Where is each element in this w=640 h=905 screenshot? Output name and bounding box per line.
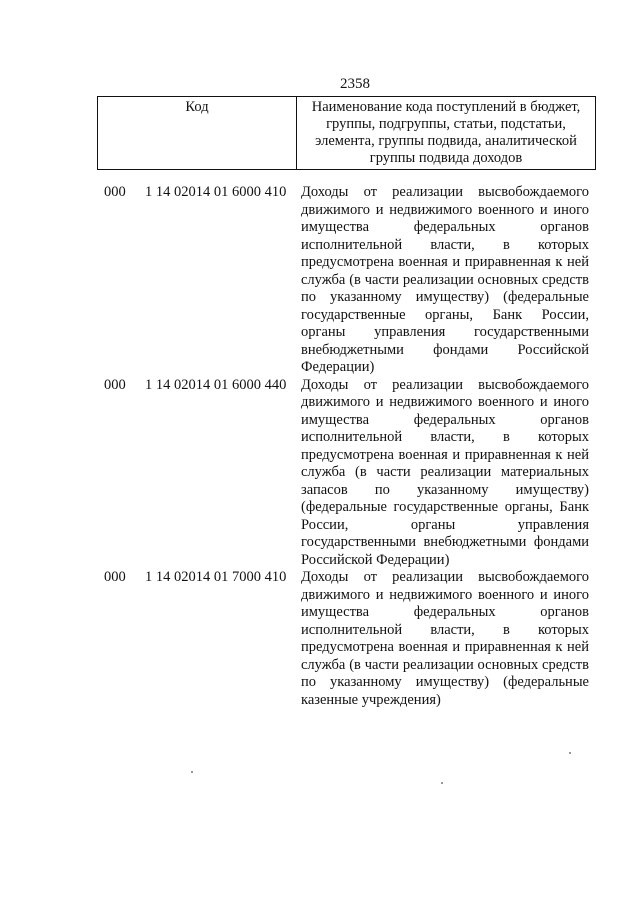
page-number: 2358	[340, 76, 370, 92]
table-header	[97, 96, 596, 170]
entry-revenue-code: 1 14 02014 01 6000 410	[145, 184, 287, 200]
entry-row	[0, 569, 640, 709]
entry-row	[0, 184, 640, 377]
scan-artifact	[569, 752, 571, 754]
entry-admin-code: 000	[104, 376, 126, 393]
scan-artifact	[191, 771, 193, 773]
entry-admin-code: 000	[104, 569, 126, 585]
entry-description: Доходы от реализации высвобождаемого движимого и недвижимого военного и иного имущества федеральных органов исполнительной власти, в которых предусмотрена военная и приравненная к ней служба (в части реализации основных средств по указанному имуществу) (федеральные государственные органы, Банк России, органы управления государственными внебюджетными фондами Российской Федерации)	[301, 184, 589, 375]
table-header-row	[98, 97, 596, 170]
entry-revenue-code: 1 14 02014 01 7000 410	[145, 569, 287, 585]
entry-admin-code: 000	[104, 184, 126, 200]
entry-description: Доходы от реализации высвобождаемого движимого и недвижимого военного и иного имущества федеральных органов исполнительной власти, в которых предусмотрена военная и приравненная к ней служба (в части реализации основных средств по указанному имуществу) (федеральные казенные учреждения)	[301, 569, 589, 708]
entry-row	[0, 377, 640, 570]
entry-revenue-code: 1 14 02014 01 6000 440	[145, 376, 287, 393]
header-name-cell: Наименование кода поступлений в бюджет, группы, подгруппы, статьи, подстатьи, элемента, группы подвида, аналитической группы подвида доходов	[297, 97, 596, 170]
entries-list	[0, 184, 640, 709]
scan-artifact	[441, 782, 443, 784]
header-code-cell: Код	[98, 97, 297, 170]
entry-description: Доходы от реализации высвобождаемого движимого и недвижимого военного и иного имущества федеральных органов исполнительной власти, в которых предусмотрена военная и приравненная к ней служба (в части реализации материальных запасов по указанному имуществу) (федеральные государственные органы, Банк России, органы управления государственными внебюджетными фондами Российской Федерации)	[301, 376, 589, 568]
